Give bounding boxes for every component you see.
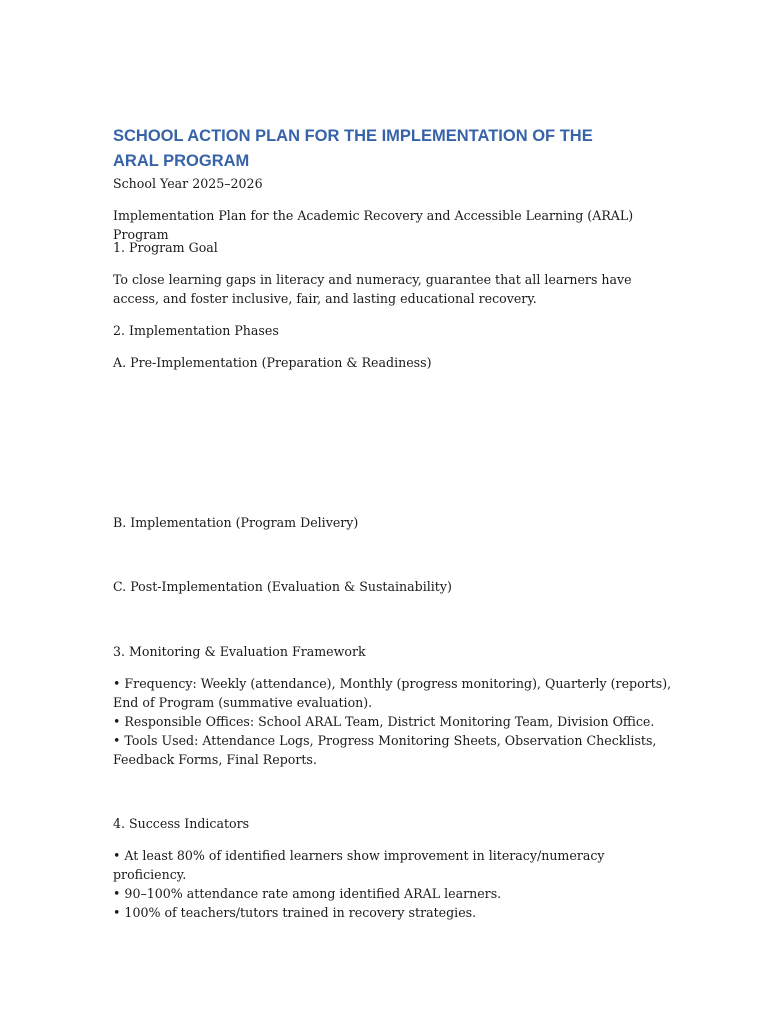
document-title: SCHOOL ACTION PLAN FOR THE IMPLEMENTATION OF THE ARAL PROGRAM <box>113 127 593 170</box>
indicator-bullet-teachers-trained: • 100% of teachers/tutors trained in recovery strategies. <box>113 905 477 920</box>
monitoring-bullet-tools-used: • Tools Used: Attendance Logs, Progress Monitoring Sheets, Observation Checklists, Feedback Forms, Final Reports. <box>113 733 657 767</box>
section-heading-program-goal: 1. Program Goal <box>113 240 218 255</box>
document-subtitle: Implementation Plan for the Academic Recovery and Accessible Learning (ARAL) Program <box>113 208 634 242</box>
success-indicators-list <box>113 846 673 922</box>
monitoring-bullet-list <box>113 674 673 769</box>
phase-post-implementation: C. Post-Implementation (Evaluation & Sustainability) <box>113 579 452 594</box>
section-heading-implementation-phases: 2. Implementation Phases <box>113 323 279 338</box>
phase-pre-implementation: A. Pre-Implementation (Preparation & Readiness) <box>113 355 432 370</box>
indicator-bullet-proficiency: • At least 80% of identified learners show improvement in literacy/numeracy proficiency. <box>113 848 605 882</box>
indicator-bullet-attendance: • 90–100% attendance rate among identified ARAL learners. <box>113 886 502 901</box>
phase-implementation: B. Implementation (Program Delivery) <box>113 515 359 530</box>
section-heading-monitoring-evaluation: 3. Monitoring & Evaluation Framework <box>113 644 366 659</box>
monitoring-bullet-responsible-offices: • Responsible Offices: School ARAL Team, District Monitoring Team, Division Office. <box>113 714 655 729</box>
program-goal-text: To close learning gaps in literacy and numeracy, guarantee that all learners have access, and foster inclusive, fair, and lasting educational recovery. <box>113 272 632 306</box>
monitoring-bullet-frequency: • Frequency: Weekly (attendance), Monthly (progress monitoring), Quarterly (reports), End of Program (summative evaluation). <box>113 676 672 710</box>
section-heading-success-indicators: 4. Success Indicators <box>113 816 250 831</box>
school-year: School Year 2025–2026 <box>113 176 263 191</box>
